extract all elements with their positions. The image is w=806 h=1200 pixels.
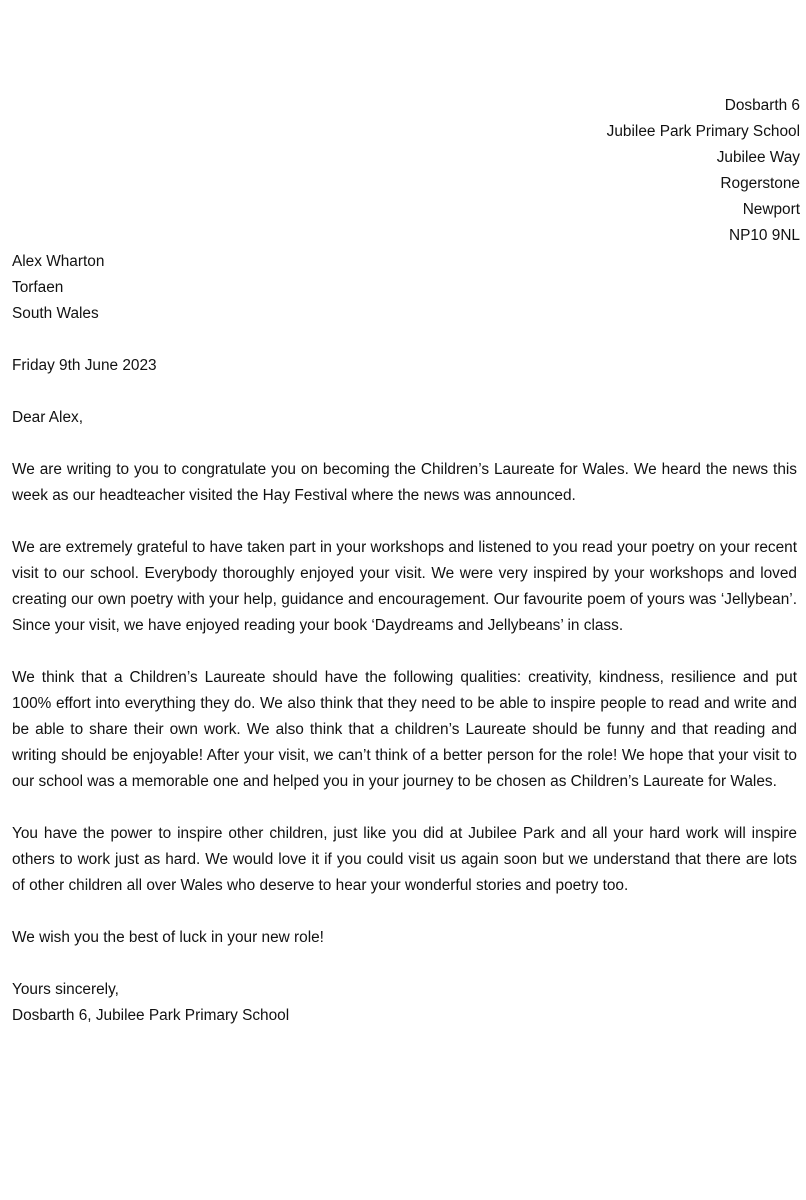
sender-address-line: Dosbarth 6 — [724, 97, 800, 114]
recipient-address-line: Alex Wharton — [12, 253, 105, 270]
recipient-address — [12, 249, 104, 327]
body-paragraph: We are extremely grateful to have taken part in your workshops and listened to you read your poetry on your recent visit to our school. Everybody thoroughly enjoyed your visit. We were very inspired by your workshops and loved creating our own poetry with your help, guidance and encouragement. Our favourite poem of yours was ‘Jellybean’. Since your visit, we have enjoyed reading your book ‘Daydreams and Jellybeans’ in class. — [12, 539, 797, 634]
recipient-address-line: Torfaen — [12, 279, 64, 296]
sender-address-line: Newport — [742, 201, 800, 218]
sign-off: Yours sincerely, — [12, 981, 119, 998]
recipient-address-line: South Wales — [12, 305, 99, 322]
letter-date: Friday 9th June 2023 — [12, 357, 157, 374]
sender-address-line: Rogerstone — [720, 175, 800, 192]
sender-address-line: NP10 9NL — [728, 227, 800, 244]
body-paragraph: We wish you the best of luck in your new role! — [12, 929, 324, 946]
signature: Dosbarth 6, Jubilee Park Primary School — [12, 1007, 290, 1024]
body-paragraph: We are writing to you to congratulate you on becoming the Children’s Laureate for Wales. We heard the news this week as our headteacher visited the Hay Festival where the news was announced. — [12, 461, 797, 504]
sender-address-line: Jubilee Way — [716, 149, 800, 166]
letter-body — [12, 457, 797, 1029]
body-paragraph: We think that a Children’s Laureate should have the following qualities: creativity, kindness, resilience and put 100% effort into everything they do. We also think that they need to be able to inspire people to read and write and be able to share their own work. We also think that a children’s Laureate should be funny and that reading and writing should be enjoyable! After your visit, we can’t think of a better person for the role! We hope that your visit to our school was a memorable one and helped you in your journey to be chosen as Children’s Laureate for Wales. — [12, 669, 797, 790]
sender-address-line: Jubilee Park Primary School — [606, 123, 800, 140]
sender-address — [607, 93, 800, 249]
closing-block — [12, 977, 797, 1029]
body-paragraph: You have the power to inspire other children, just like you did at Jubilee Park and all your hard work will inspire others to work just as hard. We would love it if you could visit us again soon but we understand that there are lots of other children all over Wales who deserve to hear your wonderful stories and poetry too. — [12, 825, 797, 894]
salutation: Dear Alex, — [12, 409, 84, 426]
